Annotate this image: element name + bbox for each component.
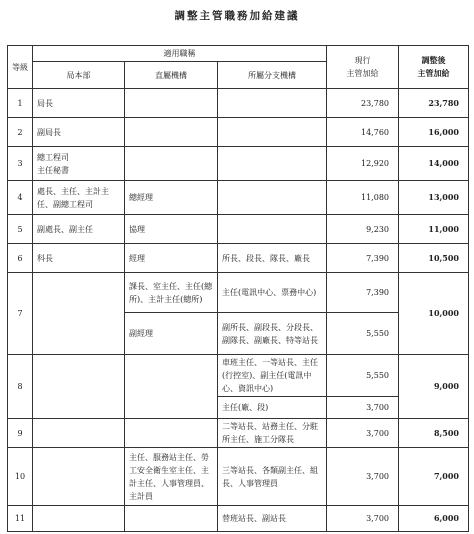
adjusted-cell: 8,500 [399,419,469,448]
branch-cell [218,215,327,244]
level-cell: 10 [8,448,33,506]
bureau-cell [33,419,125,448]
adjusted-cell: 10,000 [399,273,469,355]
affiliated-cell: 副經理 [125,313,218,355]
branch-cell [218,118,327,147]
branch-cell [218,89,327,118]
affiliated-cell [125,419,218,448]
table-row [8,147,469,181]
adjusted-cell: 6,000 [399,506,469,532]
adjustment-table [7,36,469,532]
table-row [8,181,469,215]
table-row [8,118,469,147]
affiliated-cell [125,355,218,419]
table-row [8,215,469,244]
table-row [8,273,469,313]
table-row [8,355,469,397]
adjustment-table-sheet [7,36,468,528]
adjusted-cell: 14,000 [399,147,469,181]
header-level: 等級 [8,46,33,89]
bureau-cell: 副處長、副主任 [33,215,125,244]
table-row [8,448,469,506]
branch-cell: 副所長、副段長、分段長、副隊長、副廠長、特等站長 [218,313,327,355]
table-row [8,419,469,448]
level-cell: 8 [8,355,33,419]
current-cell: 3,700 [327,506,399,532]
current-cell: 3,700 [327,397,399,419]
bureau-cell [33,355,125,419]
affiliated-cell [125,118,218,147]
current-cell: 7,390 [327,244,399,273]
branch-cell: 所長、段長、隊長、廠長 [218,244,327,273]
current-cell: 23,780 [327,89,399,118]
current-cell: 14,760 [327,118,399,147]
bureau-cell [33,448,125,506]
current-cell: 5,550 [327,313,399,355]
level-cell: 9 [8,419,33,448]
affiliated-cell: 協理 [125,215,218,244]
branch-cell: 主任(廠、段) [218,397,327,419]
affiliated-cell: 主任、服務站主任、勞工安全衛生室主任、主計主任、人事管理員、主計員 [125,448,218,506]
bureau-cell [33,506,125,532]
bureau-cell [33,273,125,355]
bureau-cell: 科長 [33,244,125,273]
adjusted-cell: 9,000 [399,355,469,419]
level-cell: 5 [8,215,33,244]
bureau-cell: 處長、主任、主計主任、副總工程司 [33,181,125,215]
adjusted-cell: 23,780 [399,89,469,118]
adjusted-cell: 13,000 [399,181,469,215]
current-cell: 11,080 [327,181,399,215]
header-bureau: 局本部 [33,62,125,89]
branch-cell: 替班站長、副站長 [218,506,327,532]
current-cell: 7,390 [327,273,399,313]
page-title: 調整主管職務加給建議 [174,10,300,22]
level-cell: 2 [8,118,33,147]
current-cell: 5,550 [327,355,399,397]
table-row [8,244,469,273]
affiliated-cell: 經理 [125,244,218,273]
adjusted-cell: 7,000 [399,448,469,506]
adjusted-cell: 10,500 [399,244,469,273]
affiliated-cell: 總經理 [125,181,218,215]
table-row [8,506,469,532]
bureau-cell: 局長 [33,89,125,118]
bureau-cell: 副局長 [33,118,125,147]
header-current: 現行 主管加給 [327,46,399,89]
branch-cell [218,181,327,215]
affiliated-cell: 課長、室主任、主任(總所)、主計主任(總所) [125,273,218,313]
affiliated-cell [125,89,218,118]
table-row [8,89,469,118]
branch-cell [218,147,327,181]
level-cell: 4 [8,181,33,215]
affiliated-cell [125,147,218,181]
header-applicable-titles: 適用職稱 [33,46,327,62]
level-cell: 1 [8,89,33,118]
header-branch: 所屬分支機構 [218,62,327,89]
branch-cell: 三等站長、各類副主任、組長、人事管理員 [218,448,327,506]
header-adjusted: 調整後 主管加給 [399,46,469,89]
branch-cell: 主任(電訊中心、票務中心) [218,273,327,313]
affiliated-cell [125,506,218,532]
current-cell: 12,920 [327,147,399,181]
level-cell: 7 [8,273,33,355]
branch-cell: 二等站長、站務主任、分駐所主任、施工分隊長 [218,419,327,448]
bureau-cell: 總工程司 主任秘書 [33,147,125,181]
adjusted-cell: 16,000 [399,118,469,147]
level-cell: 11 [8,506,33,532]
level-cell: 3 [8,147,33,181]
current-cell: 3,700 [327,448,399,506]
current-cell: 9,230 [327,215,399,244]
header-affiliated: 直屬機構 [125,62,218,89]
adjusted-cell: 11,000 [399,215,469,244]
current-cell: 3,700 [327,419,399,448]
branch-cell: 車班主任、一等站長、主任(行控室)、副主任(電訊中心、資訊中心) [218,355,327,397]
level-cell: 6 [8,244,33,273]
